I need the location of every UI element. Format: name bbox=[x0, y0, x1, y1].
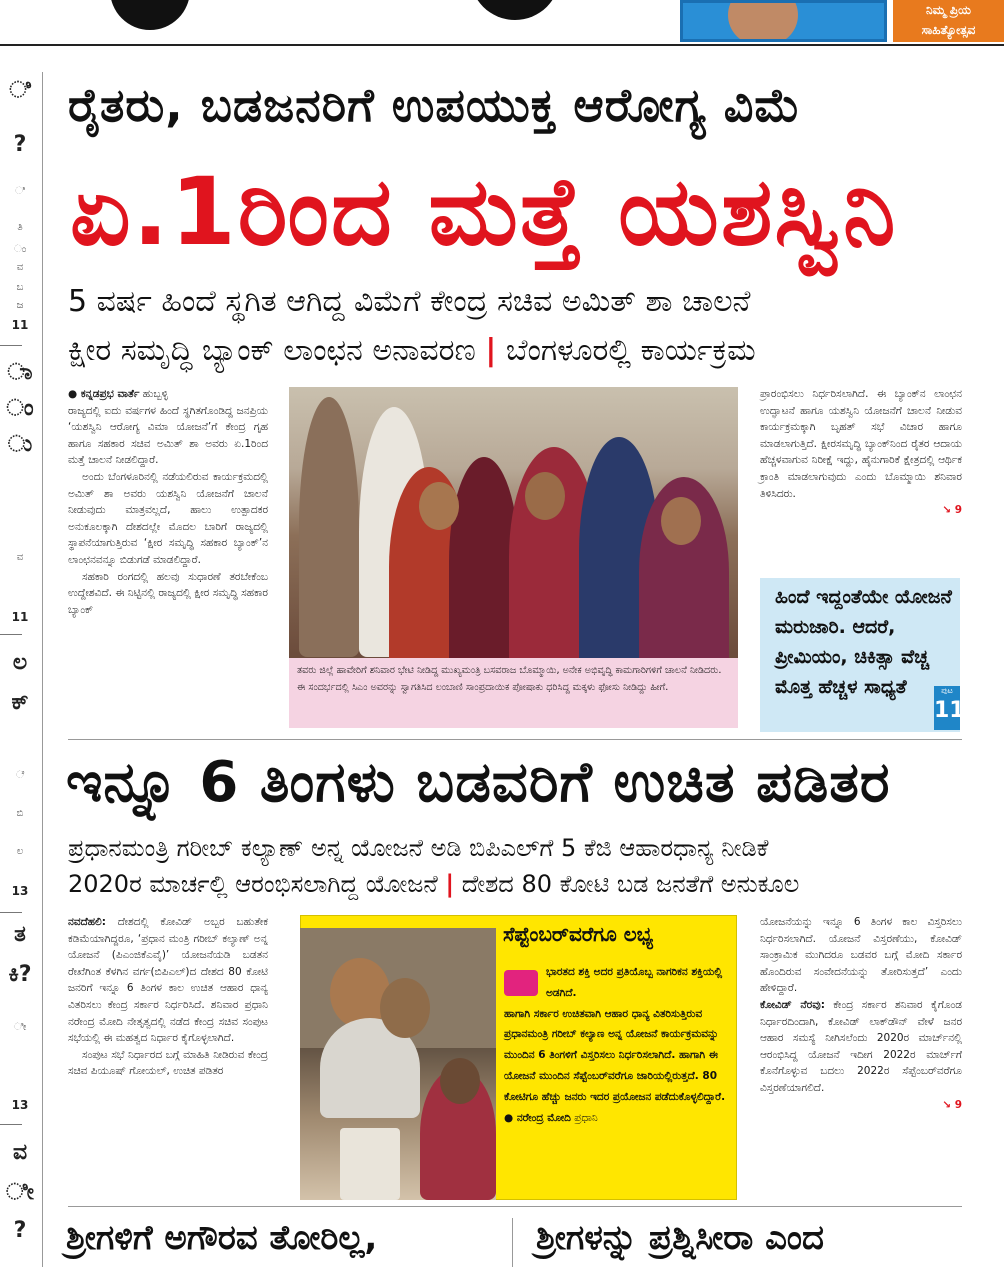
section-divider bbox=[68, 739, 962, 740]
page-number: 11 bbox=[934, 698, 965, 723]
story2-subhead: ಪ್ರಧಾನಮಂತ್ರಿ ಗರೀಬ್ ಕಲ್ಯಾಣ್ ಅನ್ನ ಯೋಜನೆ ಅಡಿ ಬಿಪಿಎಲ್‌ಗೆ 5 ಕೆಜಿ ಆಹಾರಧಾನ್ಯ ನೀಡಿಕೆ bbox=[68, 834, 769, 862]
paragraph: ಯೋಜನೆಯನ್ನು ಇನ್ನೂ 6 ತಿಂಗಳ ಕಾಲ ವಿಸ್ತರಿಸಲು ನಿರ್ಧರಿಸಲಾಗಿದೆ. ಯೋಜನೆ ವಿಸ್ತರಣೆಯು, ಕೋವಿಡ್ ಸಾಂಕ್ರಾಮಿಕ ಮುಗಿದರೂ ಬಡವರ ಬಗ್ಗೆ ಮೋದಿ ಸರ್ಕಾರ ಹೊಂದಿರುವ ಸಂವೇದನೆಯನ್ನು ತೋರಿಸುತ್ತದೆ’ ಎಂದು ಹೇಳಿದ್ದಾರೆ. bbox=[760, 916, 962, 995]
cropped-text: ಬ bbox=[16, 282, 24, 293]
cropped-text: ಿ bbox=[9, 78, 31, 103]
cropped-text: ೀ bbox=[6, 1180, 34, 1205]
quote-author-role: ಪ್ರಧಾನಿ bbox=[570, 1111, 598, 1124]
story1-subhead-2 bbox=[68, 333, 968, 368]
story2-headline[interactable]: ಇನ್ನೂ 6 ತಿಂಗಳು ಬಡವರಿಗೆ ಉಚಿತ ಪಡಿತರ bbox=[66, 750, 891, 815]
cropped-page-ref: 13 bbox=[11, 1098, 29, 1112]
cropped-text: ೆ bbox=[15, 770, 25, 781]
subhead-part: ಬೆಂಗಳೂರಲ್ಲಿ ಕಾರ್ಯಕ್ರಮ bbox=[505, 333, 756, 368]
subhead-separator: | bbox=[445, 870, 455, 898]
cropped-text: ವ bbox=[16, 262, 24, 273]
page-reference-tag[interactable] bbox=[934, 686, 965, 730]
story1-column-3 bbox=[760, 386, 962, 519]
cropped-text: ೀ bbox=[13, 1022, 27, 1033]
ration-distribution-photo bbox=[300, 928, 496, 1200]
cropped-rule bbox=[0, 1124, 22, 1125]
cropped-text: ಾ bbox=[7, 360, 33, 385]
byline: ● ಕನ್ನಡಪ್ರಭ ವಾರ್ತೆ bbox=[68, 388, 140, 400]
quote-signature bbox=[504, 1108, 732, 1129]
paragraph: ಸಹಕಾರಿ ರಂಗದಲ್ಲಿ ಹಲವು ಸುಧಾರಣೆ ತರಬೇಕೆಂಬ ಉದ್ದೇಶವಿದೆ. ಈ ನಿಟ್ಟಿನಲ್ಲಿ ರಾಜ್ಯದಲ್ಲಿ ಕ್ಷೀರ ಸಮೃದ್ಧಿ ಸಹಕಾರ ಬ್ಯಾಂಕ್ bbox=[68, 570, 268, 616]
subsection-head: ಕೋವಿಡ್ ನೆರವು: bbox=[760, 998, 825, 1011]
page-label: ಪುಟ bbox=[941, 686, 953, 695]
cropped-page-ref: 11 bbox=[11, 610, 29, 624]
cropped-page-ref: 13 bbox=[11, 884, 29, 898]
cropped-text: ಕ್ bbox=[11, 690, 29, 715]
subhead-separator: | bbox=[485, 333, 497, 368]
section-divider bbox=[68, 1206, 962, 1207]
promo-text-1: ನಿಮ್ಮ ಪ್ರಿಯ bbox=[926, 3, 971, 17]
cropped-text: ಿ bbox=[15, 186, 25, 197]
cropped-text: ಂ bbox=[6, 396, 34, 421]
quote-text bbox=[504, 962, 732, 1128]
subhead-part: 2020ರ ಮಾರ್ಚಲ್ಲಿ ಆರಂಭಿಸಲಾಗಿದ್ದ ಯೋಜನೆ bbox=[68, 870, 438, 898]
subhead-part: ದೇಶದ 80 ಕೋಟಿ ಬಡ ಜನತೆಗೆ ಅನುಕೂಲ bbox=[461, 870, 800, 898]
quote-line: ಹಾಗಾಗಿ ಸರ್ಕಾರ ಉಚಿತವಾಗಿ ಆಹಾರ ಧಾನ್ಯ ವಿತರಿಸುತ್ತಿರುವ ಪ್ರಧಾನಮಂತ್ರಿ ಗರೀಬ್ ಕಲ್ಯಾಣ ಅನ್ನ ಯೋಜನೆ ಕಾರ್ಯಕ್ರಮವನ್ನು ಮುಂದಿನ 6 ತಿಂಗಳಿಗೆ ವಿಸ್ತರಿಸಲು ನಿರ್ಧರಿಸಲಾಗಿದೆ. ಹಾಗಾಗಿ ಈ ಯೋಜನೆ ಮುಂದಿನ ಸೆಪ್ಟೆಂಬರ್‌ವರೆಗೂ ಜಾರಿಯಲ್ಲಿರುತ್ತದೆ. 80 ಕೋಟಿಗೂ ಹೆಚ್ಚು ಜನರು ಇದರ ಪ್ರಯೋಜನ ಪಡೆದುಕೊಳ್ಳಲಿದ್ದಾರೆ. bbox=[504, 1007, 726, 1103]
highlight-text: ಹಿಂದೆ ಇದ್ದಂತೆಯೇ ಯೋಜನೆ ಮರುಜಾರಿ. ಆದರೆ, ಪ್ರೀಮಿಯಂ, ಚಿಕಿತ್ಸಾ ವೆಚ್ಚ ಮೊತ್ತ ಹೆಚ್ಚಳ ಸಾಧ್ಯತೆ bbox=[775, 586, 952, 698]
promo-text-2: ಸಾಹಿತ್ಯೋತ್ಸವ bbox=[921, 23, 976, 37]
cropped-text: ? bbox=[13, 132, 27, 157]
story2-column-3 bbox=[760, 914, 962, 1113]
story1-column-1 bbox=[68, 386, 268, 618]
paragraph: ಪ್ರಾರಂಭಿಸಲು ನಿರ್ಧರಿಸಲಾಗಿದೆ. ಈ ಬ್ಯಾಂಕ್‌ನ ಲಾಂಛನ ಉದ್ಘಾಟನೆ ಹಾಗೂ ಯಶಸ್ವಿನಿ ಯೋಜನೆಗೆ ಚಾಲನೆ ನೀಡುವ ಕಾರ್ಯಕ್ರಮಕ್ಕಾಗಿ ಬೃಹತ್ ಸಭೆ ವಿಚಾರ ಹಾಗೂ ಮಾಡಲಾಗುತ್ತಿದೆ. ಕ್ಷೀರಸಮೃದ್ಧಿ ಬ್ಯಾಂಕ್‌ನಿಂದ ರೈತರ ಆದಾಯ ಹೆಚ್ಚಳವಾಗುವ ನಿರೀಕ್ಷೆ ಇದ್ದು, ಹೈನುಗಾರಿಕೆ ಕ್ಷೇತ್ರದಲ್ಲಿ ಆರ್ಥಿಕ ಕ್ರಾಂತಿ ಮಾಡಲಾಗುವುದು ಎಂದು ಬೊಮ್ಮಾಯಿ ಶನಿವಾರ ತಿಳಿಸಿದರು. bbox=[760, 388, 962, 500]
masthead-logo-fragment bbox=[470, 0, 560, 20]
dateline: ನವದೆಹಲಿ: bbox=[68, 916, 106, 928]
column-divider bbox=[42, 72, 43, 1267]
promo-photo bbox=[680, 0, 887, 42]
bottom-headline-left[interactable]: ಶ್ರೀಗಳಿಗೆ ಅಗೌರವ ತೋರಿಲ್ಲ, bbox=[66, 1218, 378, 1258]
story1-headline[interactable]: ಏ.1ರಿಂದ ಮತ್ತೆ ಯಶಸ್ವಿನಿ bbox=[70, 158, 898, 267]
cropped-text: ಬಿ bbox=[16, 808, 24, 819]
cropped-text: ಕಿ? bbox=[8, 962, 32, 987]
story1-kicker: ರೈತರು, ಬಡಜನರಿಗೆ ಉಪಯುಕ್ತ ಆರೋಗ್ಯ ವಿಮೆ bbox=[68, 78, 801, 132]
cropped-text: ು bbox=[7, 432, 33, 457]
dateline: ಹುಬ್ಬಳ್ಳಿ bbox=[139, 388, 169, 400]
masthead-logo-fragment bbox=[110, 0, 190, 30]
story2-column-1 bbox=[68, 914, 268, 1080]
subhead-part: ಕ್ಷೀರ ಸಮೃದ್ಧಿ ಬ್ಯಾಂಕ್ ಲಾಂಛನ ಅನಾವರಣ bbox=[68, 333, 476, 368]
paragraph: ಅಂದು ಬೆಂಗಳೂರಿನಲ್ಲಿ ನಡೆಯಲಿರುವ ಕಾರ್ಯಕ್ರಮದಲ್ಲಿ ಅಮಿತ್ ಶಾ ಅವರು ಯಶಸ್ವಿನಿ ಯೋಜನೆಗೆ ಚಾಲನೆ ನೀಡುವುದು ಮಾತ್ರವಲ್ಲದೆ, ಹಾಲು ಉತ್ಪಾದಕರ ಅನುಕೂಲಕ್ಕಾಗಿ ದೇಶದಲ್ಲೇ ಮೊದಲ ಬಾರಿಗೆ ರಾಜ್ಯದಲ್ಲಿ ಸ್ಥಾಪನೆಯಾಗುತ್ತಿರುವ ‘ಕ್ಷೀರ ಸಮೃದ್ಧಿ ಸಹಕಾರ ಬ್ಯಾಂಕ್’ನ ಲಾಂಛನವನ್ನೂ ಬಿಡುಗಡೆ ಮಾಡಲಿದ್ದಾರೆ. bbox=[68, 470, 268, 566]
paragraph: ದೇಶದಲ್ಲಿ ಕೋವಿಡ್ ಅಬ್ಬರ ಬಹುತೇಕ ಕಡಿಮೆಯಾಗಿದ್ದರೂ, ‘ಪ್ರಧಾನ ಮಂತ್ರಿ ಗರೀಬ್ ಕಲ್ಯಾಣ್ ಅನ್ನ ಯೋಜನೆ (ಪಿಎಂಜಿಕೆಎವೈ)’ ಯೋಜನೆಯಡಿ ಬಡತನ ರೇಖೆಗಿಂತ ಕೆಳಗಿನ ವರ್ಗ(ಬಿಪಿಎಲ್)ದ ದೇಶದ 80 ಕೋಟಿ ಜನರಿಗೆ ಇನ್ನೂ 6 ತಿಂಗಳ ಕಾಲ ಉಚಿತ ಆಹಾರ ಧಾನ್ಯ ವಿತರಿಸಲು ಕೇಂದ್ರ ಸರ್ಕಾರ ನಿರ್ಧರಿಸಿದೆ. ಶನಿವಾರ ಪ್ರಧಾನಿ ನರೇಂದ್ರ ಮೋದಿ ನೇತೃತ್ವದಲ್ಲಿ ನಡೆದ ಕೇಂದ್ರ ಸಚಿವ ಸಂಪುಟ ಸಭೆಯಲ್ಲಿ ಈ ಮಹತ್ವದ ನಿರ್ಧಾರ ಕೈಗೊಳ್ಳಲಾಗಿದೆ. bbox=[68, 916, 268, 1045]
cropped-rule bbox=[0, 634, 22, 635]
paragraph: ಸಂಪುಟ ಸಭೆ ನಿರ್ಧಾರದ ಬಗ್ಗೆ ಮಾಹಿತಿ ನೀಡಿರುವ ಕೇಂದ್ರ ಸಚಿವ ಪಿಯೂಷ್ ಗೋಯಲ್, ಉಚಿತ ಪಡಿತರ bbox=[68, 1048, 268, 1078]
quote-author: ● ನರೇಂದ್ರ ಮೋದಿ bbox=[504, 1111, 571, 1124]
cropped-text: ಂ bbox=[13, 244, 27, 255]
cropped-text: ವ bbox=[12, 1140, 28, 1165]
cropped-text: ಜ bbox=[16, 300, 24, 311]
cropped-text: ? bbox=[13, 1218, 27, 1243]
column-divider bbox=[512, 1218, 513, 1267]
story1-subhead: 5 ವರ್ಷ ಹಿಂದೆ ಸ್ಥಗಿತ ಆಗಿದ್ದ ವಿಮೆಗೆ ಕೇಂದ್ರ ಸಚಿವ ಅಮಿತ್ ಶಾ ಚಾಲನೆ bbox=[68, 284, 751, 319]
cropped-text: ಲ bbox=[16, 846, 24, 857]
bottom-headline-right[interactable]: ಶ್ರೀಗಳನ್ನು ಪ್ರಶ್ನಿಸೀರಾ ಎಂದ bbox=[536, 1218, 824, 1258]
lambani-children-photo bbox=[289, 387, 738, 658]
paragraph: ರಾಜ್ಯದಲ್ಲಿ ಐದು ವರ್ಷಗಳ ಹಿಂದೆ ಸ್ಥಗಿತಗೊಂಡಿದ್ದ ಜನಪ್ರಿಯ ‘ಯಶಸ್ವಿನಿ ಆರೋಗ್ಯ ವಿಮಾ ಯೋಜನೆ’ಗೆ ಕೇಂದ್ರ ಗೃಹ ಹಾಗೂ ಸಹಕಾರ ಸಚಿವ ಅಮಿತ್ ಶಾ ಅವರು ಏ.1ರಿಂದ ಮತ್ತೆ ಚಾಲನೆ ನೀಡಲಿದ್ದಾರೆ. bbox=[68, 404, 268, 467]
promo-box[interactable] bbox=[893, 0, 1004, 42]
cropped-rule bbox=[0, 345, 22, 346]
story2-subhead-2 bbox=[68, 870, 968, 898]
paragraph: ಕೇಂದ್ರ ಸರ್ಕಾರ ಶನಿವಾರ ಕೈಗೊಂಡ ನಿರ್ಧಾರದಿಂದಾಗಿ, ಕೋವಿಡ್ ಲಾಕ್‌ಡೌನ್ ವೇಳೆ ಜನರ ಆಹಾರ ಸಮಸ್ಯೆ ನೀಗಿಸಲೆಂದು 2020ರ ಮಾರ್ಚ್‌ನಲ್ಲಿ ಆರಂಭಿಸಿದ್ದ ಯೋಜನೆ ಇದೀಗ 2022ರ ಮಾರ್ಚ್‌ಗೆ ಕೊನೆಗೊಳ್ಳುವ ಬದಲು 2022ರ ಸೆಪ್ಟೆಂಬರ್‌ವರೆಗೂ ವಿಸ್ತರಣೆಯಾಗಲಿದೆ. bbox=[760, 998, 962, 1094]
cropped-text: ಲ bbox=[12, 650, 28, 675]
quote-line: ಭಾರತದ ಶಕ್ತಿ ಅದರ ಪ್ರತಿಯೊಬ್ಬ ನಾಗರಿಕನ ಶಕ್ತಿಯಲ್ಲಿ ಅಡಗಿದೆ. bbox=[546, 966, 723, 999]
quote-box-title: ಸೆಪ್ಟೆಂಬರ್‌ವರೆಗೂ ಲಭ್ಯ bbox=[503, 922, 654, 946]
top-divider bbox=[0, 44, 1004, 46]
cropped-text: ತಿ bbox=[17, 222, 23, 233]
continued-jump[interactable]: ↘ 9 bbox=[942, 504, 962, 517]
cropped-page-ref: 11 bbox=[11, 318, 29, 332]
cropped-text: ವ bbox=[16, 552, 24, 563]
continued-jump[interactable]: ↘ 9 bbox=[942, 1098, 962, 1111]
cropped-text: ತ bbox=[14, 922, 26, 947]
photo-caption: ತವರು ಜಿಲ್ಲೆ ಹಾವೇರಿಗೆ ಶನಿವಾರ ಭೇಟಿ ನೀಡಿದ್ದ ಮುಖ್ಯಮಂತ್ರಿ ಬಸವರಾಜ ಬೊಮ್ಮಾಯಿ, ಅನೇಕ ಅಭಿವೃದ್ಧಿ ಕಾಮಗಾರಿಗಳಿಗೆ ಚಾಲನೆ ನೀಡಿದರು. ಈ ಸಂದರ್ಭದಲ್ಲಿ ಸಿಎಂ ಅವರನ್ನು ಸ್ವಾಗತಿಸಿದ ಲಂಬಾಣಿ ಸಾಂಪ್ರದಾಯಿಕ ಪೋಷಾಕು ಧರಿಸಿದ್ದ ಮಕ್ಕಳು ಫೋಸು ನೀಡಿದ್ದು ಹೀಗೆ. bbox=[289, 658, 738, 728]
cropped-rule bbox=[0, 912, 22, 913]
